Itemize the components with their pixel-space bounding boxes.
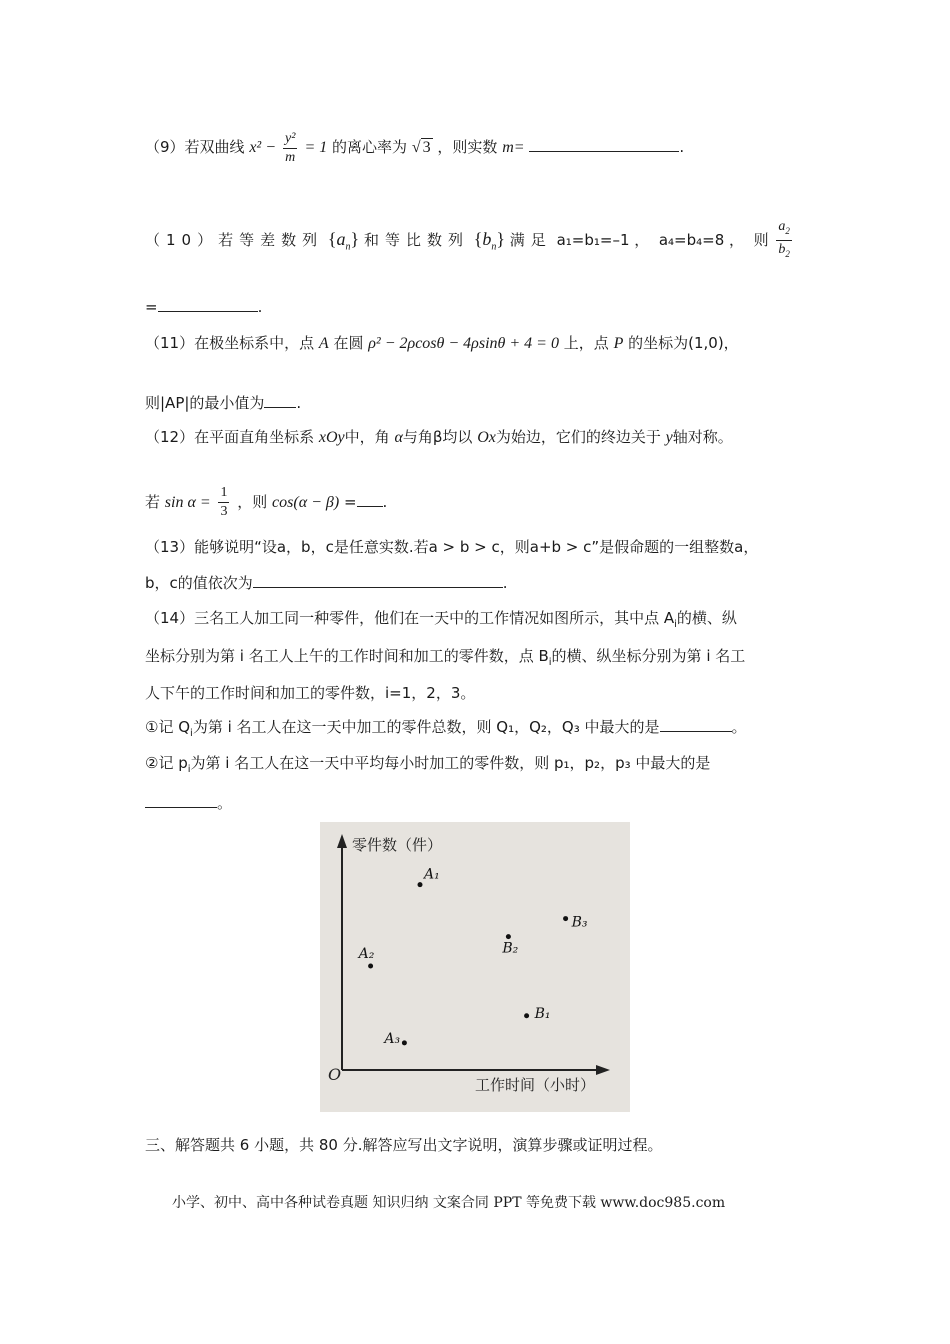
- sequence-a: $\{a_n\}$: [327, 228, 360, 253]
- point-3: [524, 1013, 529, 1018]
- answer-blank-11[interactable]: [264, 393, 296, 408]
- page-footer: 小学、初中、高中各种试卷真题 知识归纳 文案合同 PPT 等免费下载 www.doc985.com: [172, 1195, 726, 1211]
- origin-label: O: [328, 1065, 342, 1084]
- question-13: （13）能够说明“设a，b，c是任意实数.若a > b > c，则a+b > c”是假命题的一组整数a，: [145, 538, 759, 556]
- point-label-2: A₃: [384, 1030, 401, 1047]
- question-10: （10）若等差数列 $\{a_n\}$ 和等比数列 $\{b_n\}$ 满足 a₁=b₁=–1 ， a₄=b₄=8 ， 则 $\frac{a_2}{b_2}$: [145, 218, 795, 263]
- question-12-line2: 若 sin α = $\frac{1}{3}$ ，则 cos(α − β) = .: [145, 485, 388, 519]
- y-axis-label: 零件数（件）: [352, 836, 443, 854]
- point-label-4: B₂: [502, 940, 519, 957]
- circle-equation: ρ² − 2ρcosθ − 4ρsinθ + 4 = 0: [368, 335, 559, 352]
- point-label-0: A₁: [424, 866, 440, 883]
- answer-blank-14a[interactable]: [660, 717, 732, 732]
- point-4: [506, 934, 511, 939]
- question-9: （9）若双曲线 x² − $\frac{\text{y²}}{m}$ = 1 的离心率为 √ 3 ，则实数 m= .: [145, 131, 685, 165]
- point-label-3: B₁: [534, 1005, 551, 1022]
- scatter-figure: [320, 822, 630, 1112]
- answer-blank-13[interactable]: [253, 573, 503, 588]
- sqrt-three: √ 3: [411, 139, 431, 157]
- point-5: [563, 916, 568, 921]
- x-axis-label: 工作时间（小时）: [475, 1076, 596, 1094]
- scatter-plot: [320, 822, 630, 1112]
- question-12: （12）在平面直角坐标系 xOy中，角 α与角β均以 Ox为始边，它们的终边关于 y轴对称。: [145, 428, 733, 446]
- answer-blank-10[interactable]: [158, 297, 258, 312]
- question-13-line2: b，c的值依次为 .: [145, 574, 508, 592]
- answer-blank-12[interactable]: [357, 492, 383, 507]
- point-0: [418, 882, 423, 887]
- x-axis-arrow-icon: [596, 1065, 610, 1075]
- question-14-line1: （14）三名工人加工同一种零件，他们在一天中的工作情况如图所示，其中点 $A_i$的横、纵: [145, 609, 737, 630]
- y-axis-arrow-icon: [337, 834, 347, 848]
- point-label-5: B₃: [571, 914, 588, 931]
- question-14-part2: ②记 $p_i$为第 i 名工人在这一天中平均每小时加工的零件数，则 p₁，p₂，p₃ 中最大的是: [145, 754, 711, 775]
- ratio-a2-b2: $\frac{a_2}{b_2}$: [778, 219, 790, 259]
- question-14-part2-answer: 。: [145, 792, 232, 814]
- question-11: （11）在极坐标系中，点 A 在圆 ρ² − 2ρcosθ − 4ρsinθ + 4 = 0 上，点 P 的坐标为(1,0)，: [145, 334, 739, 352]
- point-1: [368, 964, 373, 969]
- question-14-line3: 人下午的工作时间和加工的零件数，i=1，2，3。: [145, 684, 476, 702]
- point-2: [402, 1040, 407, 1045]
- question-14-line2: 坐标分别为第 i 名工人上午的工作时间和加工的零件数，点 $B_i$的横、纵坐标分别为第 i 名工: [145, 647, 746, 668]
- hyperbola-equation: x² − $\frac{\text{y²}}{m}$ = 1: [249, 131, 328, 165]
- question-11-line2: 则|AP|的最小值为 .: [145, 394, 302, 412]
- question-10-answer: = .: [145, 298, 263, 316]
- question-14-part1: ①记 $Q_i$为第 i 名工人在这一天中加工的零件总数，则 Q₁，Q₂，Q₃ 中最大的是 。: [145, 718, 747, 739]
- section-3-heading: 三、解答题共 6 小题，共 80 分.解答应写出文字说明，演算步骤或证明过程。: [145, 1136, 663, 1154]
- fraction-one-third: $\frac{1}{3}$: [220, 485, 228, 519]
- point-label-1: A₂: [358, 946, 375, 963]
- sequence-b: $\{b_n\}$: [473, 228, 506, 253]
- answer-blank-9[interactable]: [529, 137, 679, 152]
- answer-blank-14b[interactable]: [145, 793, 217, 808]
